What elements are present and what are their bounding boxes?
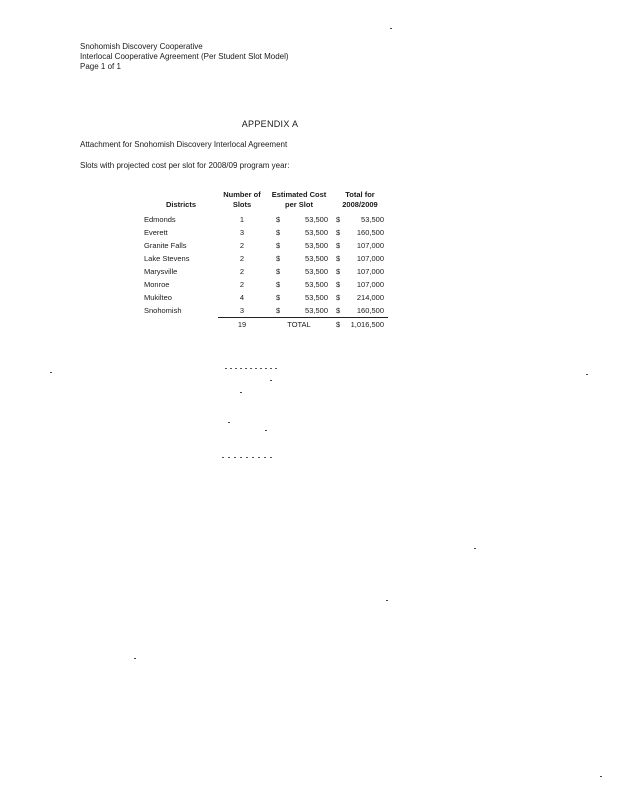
district-name: Mukilteo bbox=[144, 293, 172, 302]
district-name: Everett bbox=[144, 228, 168, 237]
scan-speck bbox=[474, 548, 476, 549]
total-cell bbox=[332, 226, 388, 239]
cost-currency: $ bbox=[276, 228, 281, 237]
total-amount-cell bbox=[332, 318, 388, 332]
total-cell bbox=[332, 291, 388, 304]
cost-per-slot: 53,500 bbox=[305, 267, 328, 276]
total-currency: $ bbox=[336, 293, 341, 302]
slot-count: 2 bbox=[239, 267, 245, 276]
scan-speck bbox=[270, 380, 272, 381]
scan-speck bbox=[222, 457, 274, 458]
total-cell bbox=[332, 304, 388, 318]
row-total: 107,000 bbox=[356, 280, 384, 289]
document-header bbox=[80, 42, 289, 72]
row-total: 107,000 bbox=[356, 241, 384, 250]
table-row bbox=[140, 252, 388, 265]
cost-currency: $ bbox=[276, 280, 281, 289]
cost-per-slot: 53,500 bbox=[305, 293, 328, 302]
slot-count: 3 bbox=[239, 228, 245, 237]
slot-count: 2 bbox=[239, 241, 245, 250]
scan-speck bbox=[225, 368, 280, 369]
slot-count: 4 bbox=[239, 293, 245, 302]
row-total: 214,000 bbox=[356, 293, 384, 302]
table-row bbox=[140, 304, 388, 318]
total-slots: 19 bbox=[218, 318, 266, 332]
header-districts: Districts bbox=[165, 200, 196, 209]
header-agreement: Interlocal Cooperative Agreement (Per Student Slot Model) bbox=[80, 52, 289, 61]
slots-intro-text: Slots with projected cost per slot for 2008/09 program year: bbox=[80, 161, 290, 170]
scan-speck bbox=[390, 28, 392, 29]
row-total: 53,500 bbox=[361, 215, 384, 224]
row-total: 107,000 bbox=[356, 267, 384, 276]
cost-per-slot: 53,500 bbox=[305, 254, 328, 263]
district-name: Lake Stevens bbox=[144, 254, 190, 263]
district-name: Marysville bbox=[144, 267, 178, 276]
total-currency: $ bbox=[336, 228, 341, 237]
table-row bbox=[140, 278, 388, 291]
scan-speck bbox=[386, 600, 388, 601]
total-cell bbox=[332, 252, 388, 265]
cost-cell bbox=[266, 278, 332, 291]
total-row bbox=[140, 318, 388, 332]
cost-per-slot: 53,500 bbox=[305, 228, 328, 237]
cost-currency: $ bbox=[276, 293, 281, 302]
cost-per-slot: 53,500 bbox=[305, 306, 328, 315]
total-cell bbox=[332, 265, 388, 278]
attachment-text: Attachment for Snohomish Discovery Interlocal Agreement bbox=[80, 140, 288, 149]
row-total: 160,500 bbox=[356, 228, 384, 237]
district-name: Snohomish bbox=[144, 306, 182, 316]
cost-per-slot: 53,500 bbox=[305, 280, 328, 289]
cost-per-slot: 53,500 bbox=[305, 215, 328, 224]
scan-speck bbox=[265, 430, 267, 431]
scan-speck bbox=[240, 392, 242, 393]
district-name: Monroe bbox=[144, 280, 170, 289]
header-cost: Estimated Cost per Slot bbox=[271, 190, 327, 209]
header-slots: Number of Slots bbox=[223, 190, 261, 209]
scan-speck bbox=[600, 776, 602, 777]
scan-speck bbox=[134, 658, 136, 659]
total-currency: $ bbox=[336, 267, 341, 276]
total-amount: 1,016,500 bbox=[350, 320, 384, 329]
cost-cell bbox=[266, 252, 332, 265]
header-org: Snohomish Discovery Cooperative bbox=[80, 42, 203, 51]
header-total: Total for 2008/2009 bbox=[342, 190, 378, 209]
total-currency: $ bbox=[336, 320, 341, 329]
total-currency: $ bbox=[336, 254, 341, 263]
total-currency: $ bbox=[336, 215, 341, 224]
row-total: 107,000 bbox=[356, 254, 384, 263]
total-cell bbox=[332, 239, 388, 252]
district-name: Edmonds bbox=[144, 215, 176, 224]
total-cell bbox=[332, 213, 388, 226]
scan-speck bbox=[228, 422, 230, 423]
slot-count: 1 bbox=[239, 215, 245, 224]
appendix-title: APPENDIX A bbox=[241, 119, 299, 129]
total-currency: $ bbox=[336, 306, 341, 315]
table-row bbox=[140, 226, 388, 239]
scan-speck bbox=[586, 374, 588, 375]
table-header-row bbox=[140, 190, 388, 213]
cost-cell bbox=[266, 226, 332, 239]
total-label: TOTAL bbox=[266, 318, 332, 332]
cost-cell bbox=[266, 265, 332, 278]
district-name: Granite Falls bbox=[144, 241, 187, 250]
slot-count: 2 bbox=[239, 280, 245, 289]
cost-currency: $ bbox=[276, 254, 281, 263]
slot-count: 2 bbox=[239, 254, 245, 263]
row-total: 160,500 bbox=[356, 306, 384, 315]
table-row bbox=[140, 213, 388, 226]
slots-table bbox=[140, 190, 388, 331]
total-currency: $ bbox=[336, 280, 341, 289]
cost-cell bbox=[266, 304, 332, 318]
cost-cell bbox=[266, 239, 332, 252]
total-spacer bbox=[140, 318, 218, 332]
cost-currency: $ bbox=[276, 267, 281, 276]
cost-currency: $ bbox=[276, 215, 281, 224]
cost-cell bbox=[266, 291, 332, 304]
scan-speck bbox=[50, 372, 52, 373]
cost-currency: $ bbox=[276, 241, 281, 250]
cost-per-slot: 53,500 bbox=[305, 241, 328, 250]
header-page: Page 1 of 1 bbox=[80, 62, 121, 71]
table-row bbox=[140, 239, 388, 252]
table-row bbox=[140, 291, 388, 304]
table-row bbox=[140, 265, 388, 278]
total-cell bbox=[332, 278, 388, 291]
slot-count: 3 bbox=[239, 306, 245, 315]
cost-currency: $ bbox=[276, 306, 281, 315]
cost-cell bbox=[266, 213, 332, 226]
total-currency: $ bbox=[336, 241, 341, 250]
